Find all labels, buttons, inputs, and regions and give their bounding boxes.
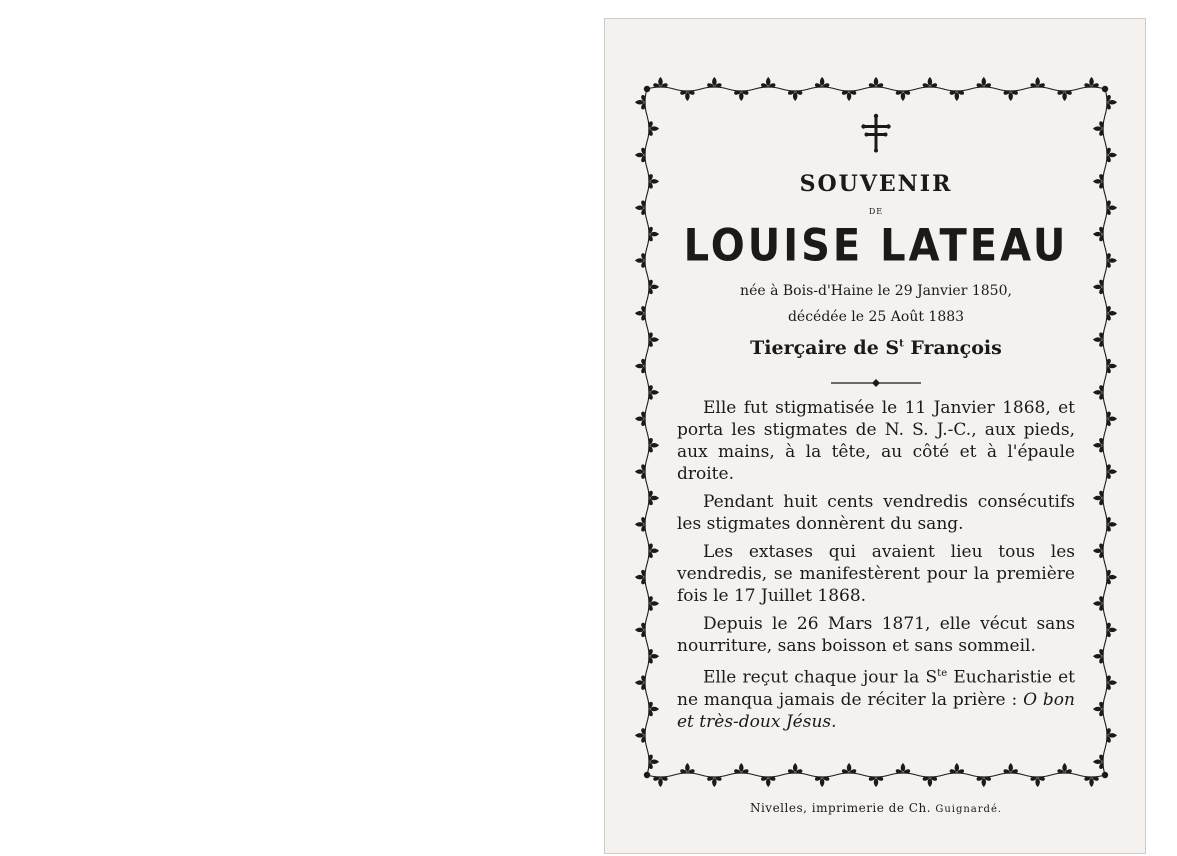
printer-name: Guignardé. xyxy=(935,804,1003,815)
memorial-card xyxy=(604,18,1146,854)
heading-de: DE xyxy=(868,207,884,216)
printer-prefix: Nivelles, imprimerie de Ch. xyxy=(749,801,936,815)
paragraph-ecstasies: Les extases qui avaient lieu tous les vendredis, se manifestèrent pour la première fois le 17 Juillet 1868. xyxy=(677,542,1075,606)
paragraph-fridays: Pendant huit cents vendredis consécutifs les stigmates donnèrent du sang. xyxy=(677,492,1075,534)
birth-line: née à Bois-d'Haine le 29 Janvier 1850, xyxy=(740,283,1012,299)
paragraph-fasting: Depuis le 26 Mars 1871, elle vécut sans nourriture, sans boisson et sans sommeil. xyxy=(677,614,1075,656)
eucharist-text-a: Elle reçut chaque jour la S xyxy=(703,667,938,688)
order-prefix: Tierçaire de S xyxy=(750,337,900,359)
deceased-name: LOUISE LATEAU xyxy=(683,220,1069,272)
eucharist-sup: te xyxy=(937,668,948,679)
divider-ornament-icon xyxy=(831,373,921,392)
prayer-text: O bon et très-doux Jésus. xyxy=(677,689,1075,732)
biography-text xyxy=(677,397,1075,739)
paragraph-stigmata: Elle fut stigmatisée le 11 Janvier 1868, et porta les stigmates de N. S. J.-C., aux pieds, aux mains, à la tête, au côté et à l'épaule droite. xyxy=(677,398,1075,484)
religious-order-line xyxy=(605,337,1147,359)
printer-credit xyxy=(605,801,1147,815)
paragraph-eucharist xyxy=(677,663,1075,733)
eucharist-text-b: Eucharistie et ne manqua jamais de réciter la prière : xyxy=(677,667,1075,710)
order-sup: t xyxy=(899,338,904,350)
order-suffix: François xyxy=(903,337,1002,359)
heading-souvenir: SOUVENIR xyxy=(799,171,953,197)
death-line: décédée le 25 Août 1883 xyxy=(787,309,965,325)
cross-icon xyxy=(859,113,893,157)
